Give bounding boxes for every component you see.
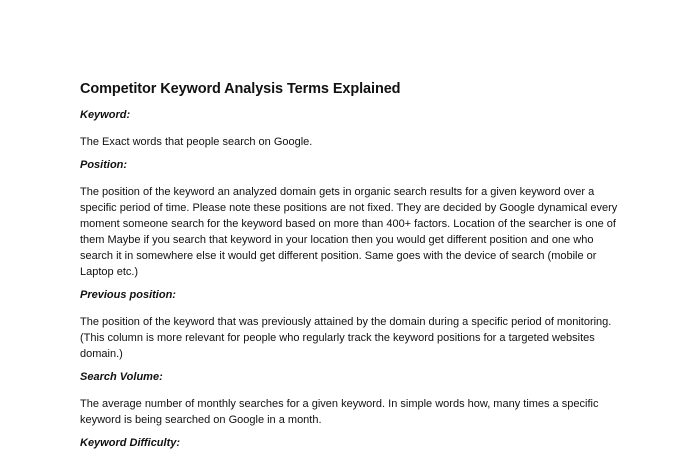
definition-search-volume: The average number of monthly searches for a given keyword. In simple words how, many times a specific keyword is being searched on Google in a month. <box>80 398 599 426</box>
definition-keyword: The Exact words that people search on Google. <box>80 136 313 148</box>
term-previous-position: Previous position: <box>80 289 176 301</box>
term-keyword: Keyword: <box>80 109 131 121</box>
term-keyword-difficulty: Keyword Difficulty: <box>80 437 181 449</box>
term-search-volume: Search Volume: <box>80 371 163 383</box>
document-page <box>80 80 620 462</box>
definition-previous-position: The position of the keyword that was previously attained by the domain during a specific period of monitoring. (This column is more relevant for people who regularly track the keyword positions for a targeted websites domain.) <box>80 316 612 360</box>
definition-position: The position of the keyword an analyzed domain gets in organic search results for a given keyword over a specific period of time. Please note these positions are not fixed. They are decided by Google dynamical every moment someone search for the keyword based on more than 400+ factors. Location of the searcher is one of them Maybe if you search that keyword in your location then you would get different position and one who search it in somewhere else it would get different position. Same goes with the device of search (mobile or Laptop etc.) <box>80 186 618 278</box>
document-title: Competitor Keyword Analysis Terms Explained <box>80 81 401 97</box>
term-position: Position: <box>80 159 128 171</box>
